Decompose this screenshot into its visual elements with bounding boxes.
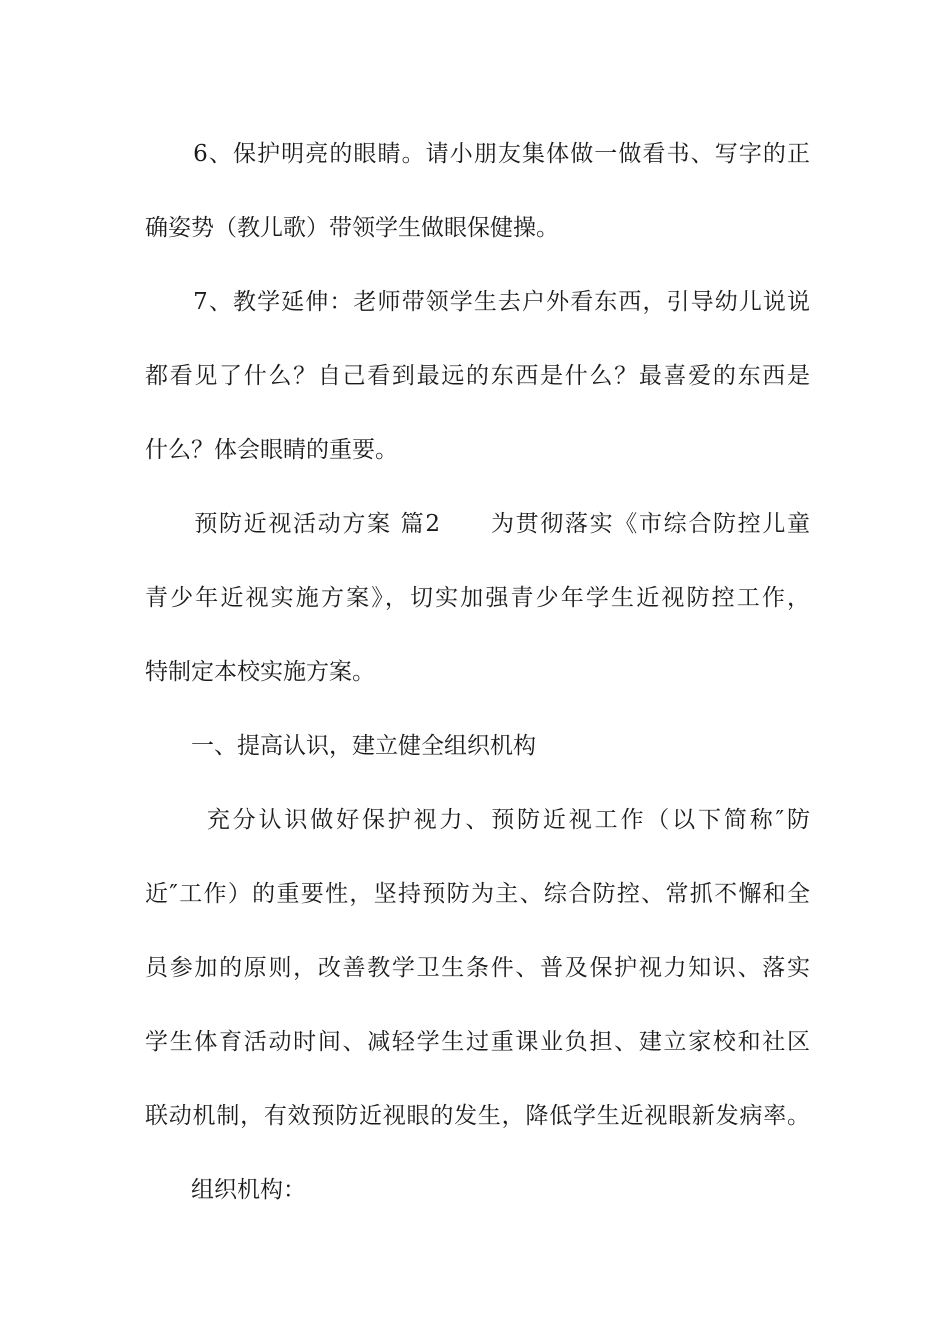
section-heading: 一、提高认识，建立健全组织机构 [145, 733, 536, 759]
text-line: 青少年近视实施方案》，切实加强青少年学生近视防控工作， [145, 585, 810, 611]
text-line: 都看见了什么？自己看到最远的东西是什么？最喜爱的东西是 [145, 363, 810, 389]
text-line: 6、保护明亮的眼睛。请小朋友集体做一做看书、写字的正 [145, 141, 810, 167]
text-line: 组织机构： [145, 1177, 306, 1203]
text-line: 充分认识做好保护视力、预防近视工作（以下简称″防 [145, 807, 810, 833]
text-line: 预防近视活动方案 篇2 为贯彻落实《市综合防控儿童 [145, 511, 810, 537]
text-line: 特制定本校实施方案。 [145, 659, 375, 685]
text-line: 近″工作）的重要性，坚持预防为主、综合防控、常抓不懈和全 [145, 881, 810, 907]
text-line: 员参加的原则，改善教学卫生条件、普及保护视力知识、落实 [145, 955, 810, 981]
text-line: 学生体育活动时间、减轻学生过重课业负担、建立家校和社区 [145, 1029, 810, 1055]
text-line: 确姿势（教儿歌）带领学生做眼保健操。 [145, 215, 559, 241]
text-line: 什么？体会眼睛的重要。 [145, 437, 398, 463]
text-line: 7、教学延伸：老师带领学生去户外看东西，引导幼儿说说 [145, 289, 810, 315]
text-line: 联动机制，有效预防近视眼的发生，降低学生近视眼新发病率。 [145, 1103, 810, 1129]
